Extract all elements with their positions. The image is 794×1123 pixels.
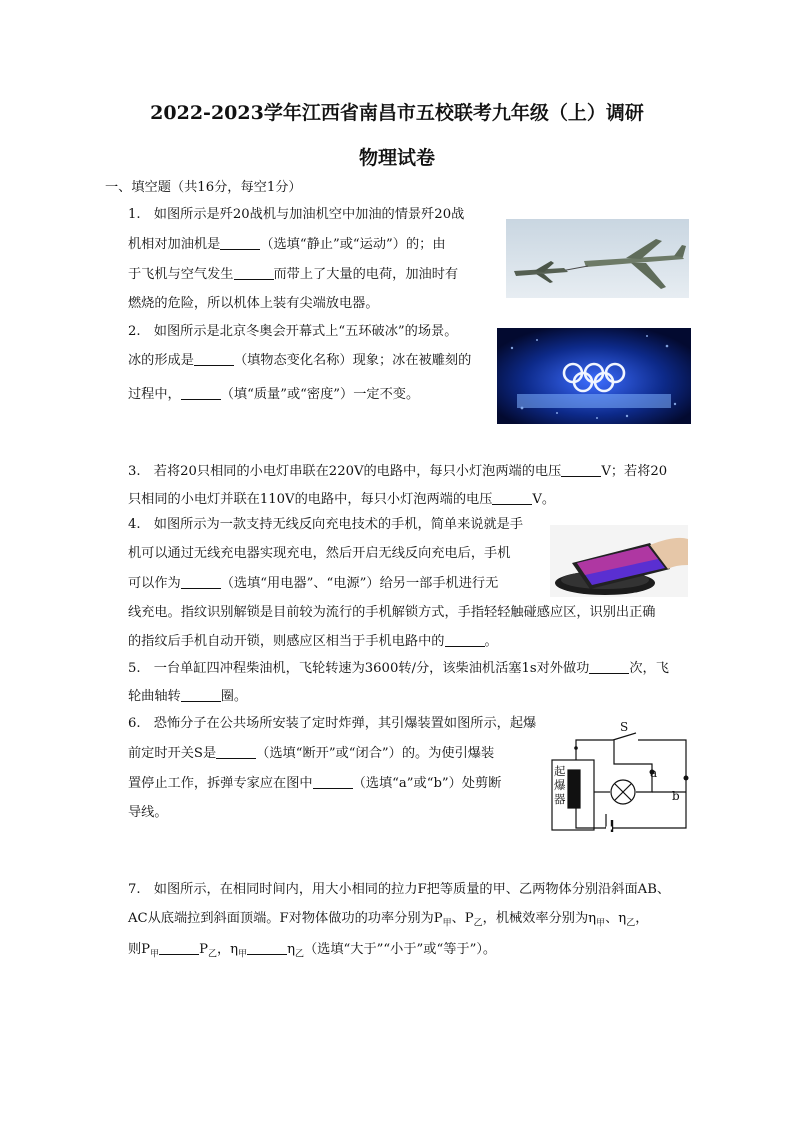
q4-line-5: 的指纹后手机自动开锁，则感应区相当于手机电路中的 。 bbox=[128, 634, 498, 649]
answer-blank[interactable] bbox=[181, 688, 221, 702]
section-heading: 一、填空题（共16分，每空1分） bbox=[105, 180, 302, 195]
q1-line-2: 机相对加油机是 （选填“静止”或“运动”）的；由 bbox=[128, 237, 446, 252]
q6-line-2: 前定时开关S是 （选填“断开”或“闭合”）的。为使引爆装 bbox=[128, 746, 495, 761]
answer-blank[interactable] bbox=[220, 236, 260, 250]
node-b[interactable] bbox=[684, 776, 689, 781]
q6-line-1: 6. 恐怖分子在公共场所安装了定时炸弹，其引爆装置如图所示，起爆 bbox=[128, 716, 537, 731]
q6-circuit-diagram bbox=[548, 718, 694, 844]
page-title: 2022-2023学年江西省南昌市五校联考九年级（上）调研 bbox=[150, 102, 644, 124]
q3-line-2: 只相同的小电灯并联在110V的电路中，每只小灯泡两端的电压 V。 bbox=[128, 492, 556, 507]
answer-blank[interactable] bbox=[313, 775, 353, 789]
node-b-label: b bbox=[672, 789, 680, 803]
q2-line-3: 过程中， （填“质量”或“密度”）一定不变。 bbox=[128, 387, 420, 402]
q1-refueling-photo bbox=[506, 219, 689, 298]
q2-line-1: 2. 如图所示是北京冬奥会开幕式上“五环破冰”的场景。 bbox=[128, 324, 458, 339]
q4-line-2: 机可以通过无线充电器实现充电，然后开启无线反向充电后，手机 bbox=[128, 546, 511, 561]
q7-line-1: 7. 如图所示，在相同时间内，用大小相同的拉力F把等质量的甲、乙两物体分别沿斜面AB、 bbox=[128, 882, 671, 897]
answer-blank[interactable] bbox=[181, 386, 221, 400]
q5-line-1: 5. 一台单缸四冲程柴油机，飞轮转速为3600转/分，该柴油机活塞1s对外做功 次，飞 bbox=[128, 661, 669, 676]
answer-blank[interactable] bbox=[216, 745, 256, 759]
q4-line-4: 线充电。指纹识别解锁是目前较为流行的手机解锁方式，手指轻轻触碰感应区，识别出正确 bbox=[128, 605, 656, 620]
answer-blank[interactable] bbox=[492, 491, 532, 505]
q1-line-4: 燃烧的危险，所以机体上装有尖端放电器。 bbox=[128, 296, 379, 311]
q3-line-1: 3. 若将20只相同的小电灯串联在220V的电路中，每只小灯泡两端的电压 V；若将20 bbox=[128, 464, 668, 479]
q4-wireless-charging-photo bbox=[550, 525, 688, 597]
q7-line-2: AC从底端拉到斜面顶端。F对物体做功的功率分别为$P_甲$、$P_乙$，机械效率分别为$\eta_甲$、$\eta_乙$， bbox=[128, 911, 649, 929]
answer-blank[interactable] bbox=[234, 266, 274, 280]
answer-blank[interactable] bbox=[561, 463, 601, 477]
answer-blank[interactable] bbox=[181, 575, 221, 589]
answer-blank[interactable] bbox=[445, 633, 485, 647]
q2-line-2: 冰的形成是 （填物态变化名称）现象；冰在被雕刻的 bbox=[128, 353, 472, 368]
q4-line-1: 4. 如图所示为一款支持无线反向充电技术的手机，简单来说就是手 bbox=[128, 517, 524, 532]
answer-blank[interactable] bbox=[589, 660, 629, 674]
q6-line-3: 置停止工作，拆弹专家应在图中 （选填“a”或“b”）处剪断 bbox=[128, 776, 502, 791]
q2-olympic-rings-photo bbox=[497, 328, 691, 424]
q1-line-3: 于飞机与空气发生 而带上了大量的电荷，加油时有 bbox=[128, 267, 459, 282]
page-subtitle: 物理试卷 bbox=[358, 147, 435, 169]
circuit-svg bbox=[548, 718, 694, 844]
detonator-label: 起爆器 bbox=[554, 764, 566, 806]
answer-blank[interactable] bbox=[247, 941, 287, 955]
answer-blank[interactable] bbox=[194, 352, 234, 366]
q5-line-2: 轮曲轴转 圈。 bbox=[128, 689, 248, 704]
answer-blank[interactable] bbox=[159, 941, 199, 955]
q1-line-1: 1. 如图所示是歼20战机与加油机空中加油的情景歼20战 bbox=[128, 207, 465, 222]
node-a-label: a bbox=[650, 766, 658, 780]
switch-label: S bbox=[620, 720, 629, 734]
q4-line-3: 可以作为 （选填“用电器”、“电源”）给另一部手机进行无 bbox=[128, 576, 499, 591]
q7-line-3: 则$P_甲$ $P_乙$，$\eta_甲$ $\eta_乙$（选填“大于”“小于”或“等于”）。 bbox=[128, 942, 497, 960]
q6-line-4: 导线。 bbox=[128, 805, 168, 820]
